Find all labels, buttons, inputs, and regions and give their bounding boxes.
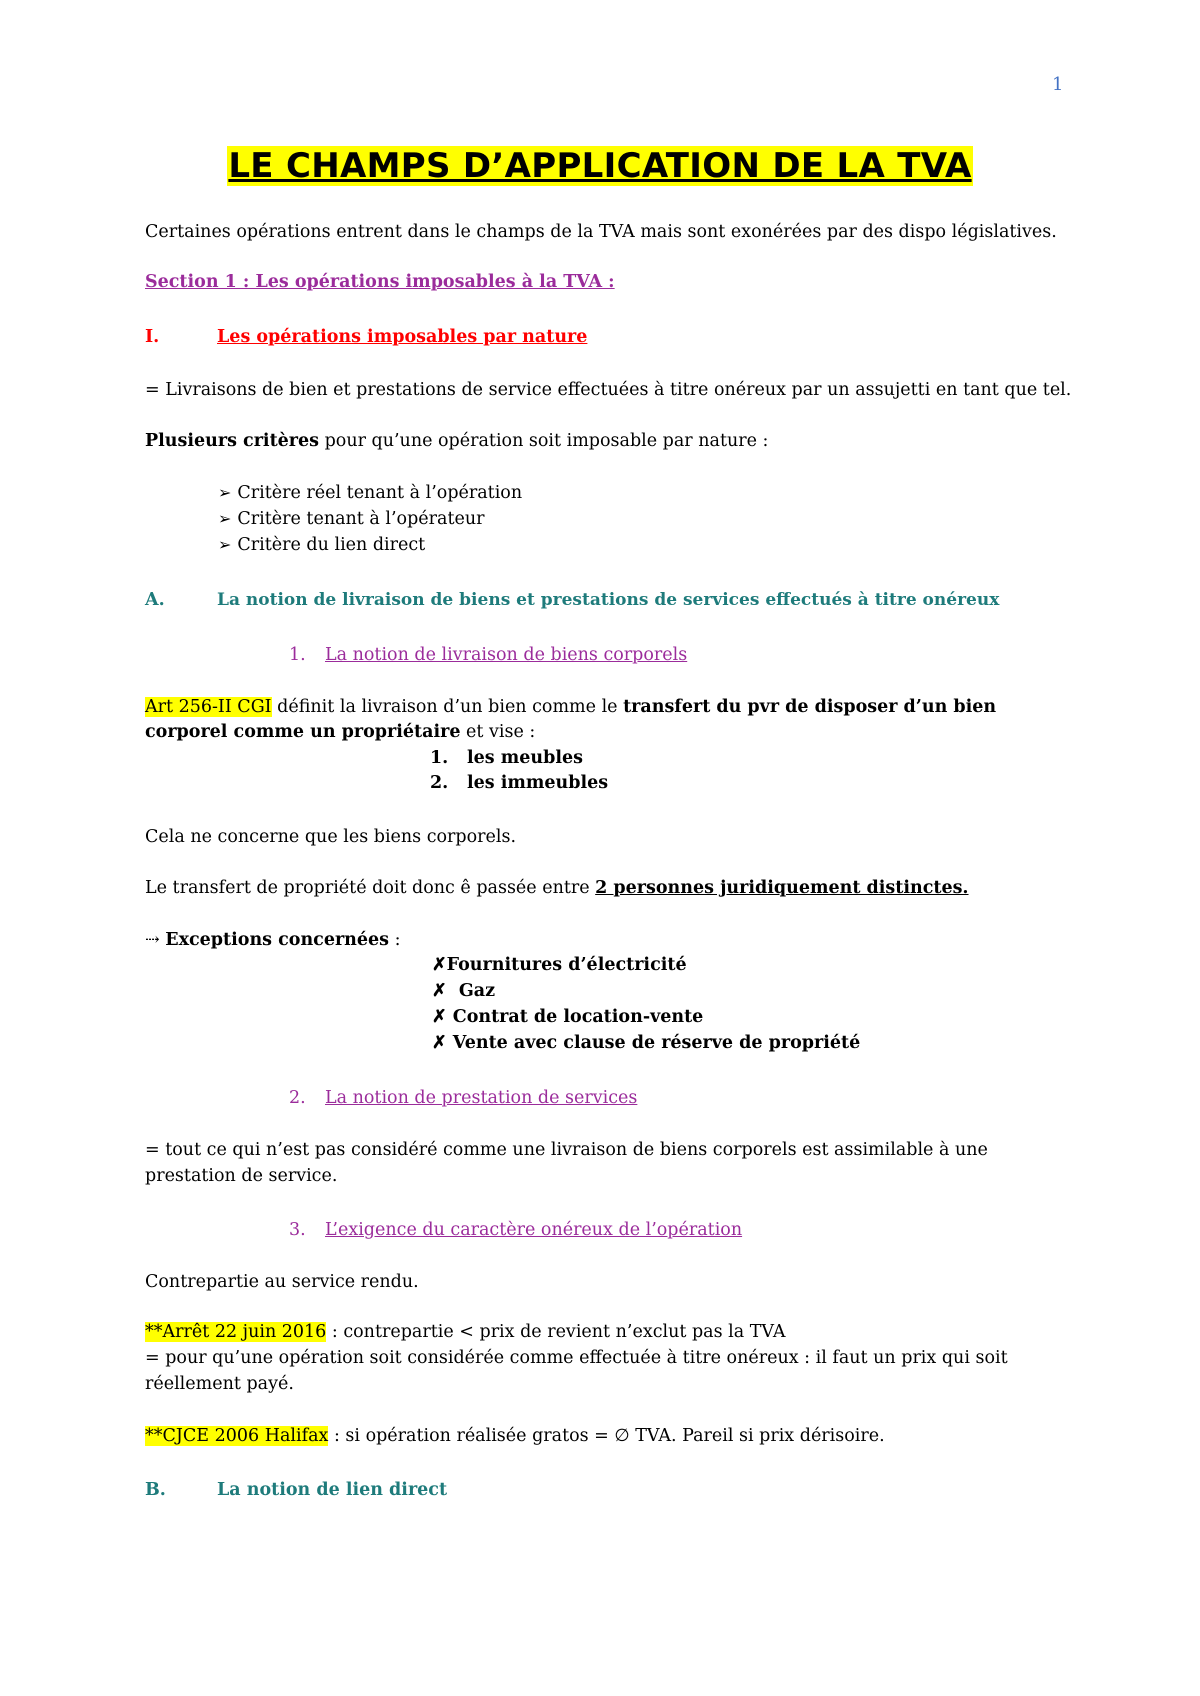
transfer-pre: Le transfert de propriété doit donc ê passée entre xyxy=(145,878,596,898)
criteria-item-text: Critère tenant à l’opérateur xyxy=(237,509,485,529)
subheading-1-text: La notion de livraison de biens corporels xyxy=(325,645,688,665)
subheading-2-text: La notion de prestation de services xyxy=(325,1088,638,1108)
exception-item-text: Fournitures d’électricité xyxy=(446,955,687,975)
cjce-reference: **CJCE 2006 Halifax xyxy=(145,1426,329,1446)
transfer-paragraph xyxy=(145,876,969,901)
goods-item-number: 1. xyxy=(430,748,449,768)
art-256-bold-1: transfert du pvr de disposer d’un bien xyxy=(623,697,997,717)
cjce-line xyxy=(145,1424,885,1449)
cross-bullet-icon: ✗ xyxy=(432,981,447,1001)
exception-item xyxy=(432,979,495,1004)
subheading-2-number: 2. xyxy=(289,1088,306,1108)
subheading-3-number: 3. xyxy=(289,1220,306,1240)
art-256-pre: définit la livraison d’un bien comme le xyxy=(271,697,624,717)
exception-item-text: Vente avec clause de réserve de propriété xyxy=(452,1033,861,1053)
criteria-intro xyxy=(145,429,768,454)
criteria-intro-bold: Plusieurs critères xyxy=(145,431,320,451)
subheading-1-number: 1. xyxy=(289,645,306,665)
cross-bullet-icon: ✗ xyxy=(432,1033,447,1053)
section-1-heading: Section 1 : Les opérations imposables à la TVA : xyxy=(145,272,615,292)
dashed-arrow-icon: ⇢ xyxy=(145,930,160,950)
arrow-bullet-icon: ➢ xyxy=(218,535,232,554)
goods-item-text: les immeubles xyxy=(467,773,609,793)
goods-item-number: 2. xyxy=(430,773,449,793)
arret-explanation-line: réellement payé. xyxy=(145,1374,294,1394)
definition-sub2-line: prestation de service. xyxy=(145,1166,338,1186)
definition-sub2-line: = tout ce qui n’est pas considéré comme une livraison de biens corporels est assimilable à une xyxy=(145,1140,988,1160)
art-256-line-2 xyxy=(145,720,535,745)
heading-I-number: I. xyxy=(145,327,160,347)
exception-item xyxy=(432,1031,860,1056)
cross-bullet-icon: ✗ xyxy=(432,1007,447,1027)
criteria-item xyxy=(218,506,484,532)
exception-item-text: Gaz xyxy=(458,981,496,1001)
heading-A-text: La notion de livraison de biens et prestations de services effectués à titre onéreux xyxy=(217,590,1000,610)
document-title-text: LE CHAMPS D’APPLICATION DE LA TVA xyxy=(228,146,972,186)
criteria-item xyxy=(218,532,425,558)
arrow-bullet-icon: ➢ xyxy=(218,483,232,502)
art-256-reference: Art 256-II CGI xyxy=(145,697,272,717)
heading-B-text: La notion de lien direct xyxy=(217,1480,448,1500)
art-256-line-1 xyxy=(145,695,996,720)
contrepartie-paragraph: Contrepartie au service rendu. xyxy=(145,1272,419,1292)
arrow-bullet-icon: ➢ xyxy=(218,509,232,528)
definition-I: = Livraisons de bien et prestations de service effectuées à titre onéreux par un assujetti en tant que tel. xyxy=(145,380,1072,400)
subheading-3-text: L’exigence du caractère onéreux de l’opération xyxy=(325,1220,743,1240)
arret-explanation-line: = pour qu’une opération soit considérée comme effectuée à titre onéreux : il faut un prix qui soit xyxy=(145,1348,1008,1368)
exception-item-text: Contrat de location-vente xyxy=(452,1007,704,1027)
exceptions-post: : xyxy=(389,930,401,950)
art-256-post: et vise : xyxy=(460,722,536,742)
intro-paragraph: Certaines opérations entrent dans le champs de la TVA mais sont exonérées par des dispo législatives. xyxy=(145,222,1057,242)
arret-text: : contrepartie < prix de revient n’exclut pas la TVA xyxy=(326,1322,786,1342)
exception-item xyxy=(432,1005,703,1030)
heading-A-number: A. xyxy=(145,590,165,610)
exceptions-heading xyxy=(145,928,401,953)
arret-reference: **Arrêt 22 juin 2016 xyxy=(145,1322,327,1342)
exceptions-bold: Exceptions concernées xyxy=(165,930,390,950)
heading-I-text: Les opérations imposables par nature xyxy=(217,327,588,347)
transfer-bold: 2 personnes juridiquement distinctes. xyxy=(595,878,969,898)
goods-item-text: les meubles xyxy=(467,748,583,768)
heading-B-number: B. xyxy=(145,1480,166,1500)
page-number: 1 xyxy=(1052,74,1064,95)
exception-item xyxy=(432,953,687,978)
cross-bullet-icon: ✗ xyxy=(432,955,447,975)
corporels-paragraph: Cela ne concerne que les biens corporels. xyxy=(145,827,517,847)
document-title xyxy=(0,146,1200,186)
art-256-bold-2: corporel comme un propriétaire xyxy=(145,722,461,742)
criteria-item xyxy=(218,480,522,506)
arret-line xyxy=(145,1320,786,1345)
cjce-text: : si opération réalisée gratos = ∅ TVA. Pareil si prix dérisoire. xyxy=(328,1426,885,1446)
criteria-intro-rest: pour qu’une opération soit imposable par nature : xyxy=(319,431,769,451)
criteria-item-text: Critère réel tenant à l’opération xyxy=(237,483,523,503)
criteria-item-text: Critère du lien direct xyxy=(237,535,426,555)
